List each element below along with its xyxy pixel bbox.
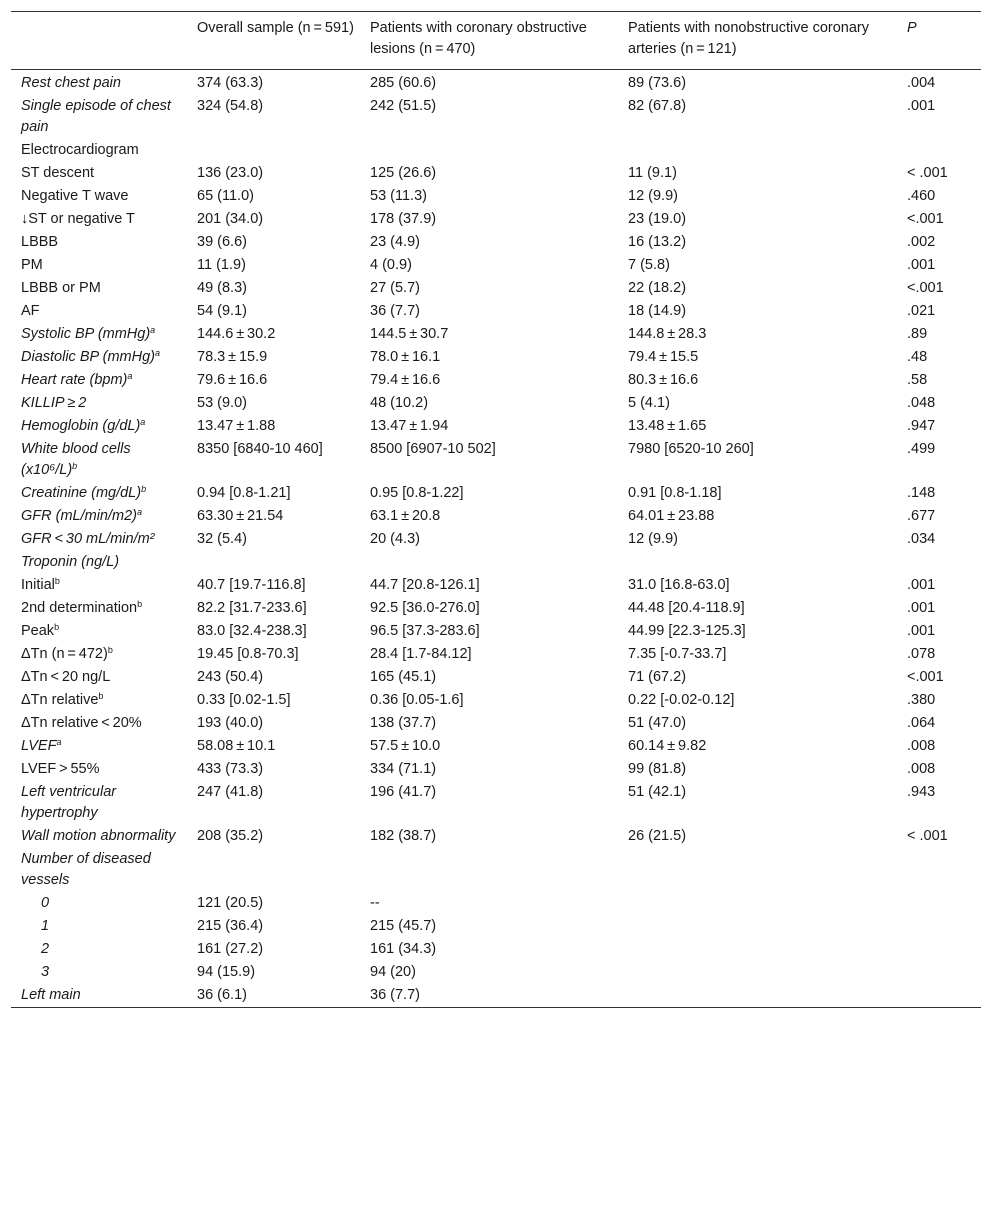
cell-overall <box>187 139 360 162</box>
table-row <box>11 505 981 528</box>
row-label: ΔTn relative < 20% <box>21 715 142 731</box>
cell-p: < .001 <box>907 165 948 181</box>
cell-obstructive: 125 (26.6) <box>370 165 437 181</box>
footnote-marker: a <box>137 507 143 517</box>
table-row <box>11 666 981 689</box>
cell-nonobstructive: 79.4 ± 15.5 <box>628 349 699 365</box>
cell-p <box>897 892 981 915</box>
cell-overall: 39 (6.6) <box>197 234 247 250</box>
cell-p: .001 <box>907 623 936 639</box>
cell-label <box>11 482 187 505</box>
row-label: White blood cells (x10⁶/L) <box>21 441 131 478</box>
cell-p: .943 <box>907 784 936 800</box>
table-row <box>11 254 981 277</box>
cell-nonobstructive <box>618 915 897 938</box>
cell-label <box>11 915 187 938</box>
cell-nonobstructive: 31.0 [16.8-63.0] <box>628 577 730 593</box>
cell-obstructive: 28.4 [1.7-84.12] <box>370 646 472 662</box>
cell-obstructive: 53 (11.3) <box>370 188 427 204</box>
cell-p: .460 <box>907 188 936 204</box>
cell-overall: 374 (63.3) <box>197 75 264 91</box>
footnote-marker: b <box>54 576 60 586</box>
cell-label <box>11 666 187 689</box>
row-label: LBBB or PM <box>21 280 101 296</box>
cell-label <box>11 323 187 346</box>
row-label: 1 <box>41 918 50 934</box>
cell-overall: 0.33 [0.02-1.5] <box>197 692 291 708</box>
cell-label <box>11 758 187 781</box>
row-label: Diastolic BP (mmHg) <box>21 349 156 365</box>
table-row <box>11 892 981 915</box>
cell-obstructive: 20 (4.3) <box>370 531 420 547</box>
table-row <box>11 392 981 415</box>
cell-obstructive: 78.0 ± 16.1 <box>370 349 441 365</box>
table-row <box>11 482 981 505</box>
cell-p <box>897 551 981 574</box>
cell-nonobstructive: 26 (21.5) <box>628 828 687 844</box>
cell-overall: 215 (36.4) <box>197 918 264 934</box>
cell-label <box>11 300 187 323</box>
row-label: LBBB <box>21 234 59 250</box>
cell-overall: 324 (54.8) <box>197 98 264 114</box>
cell-label <box>11 528 187 551</box>
table-row <box>11 231 981 254</box>
cell-obstructive: 79.4 ± 16.6 <box>370 372 441 388</box>
cell-nonobstructive <box>618 961 897 984</box>
row-label: LVEF <box>21 738 57 754</box>
table-container <box>11 11 981 1008</box>
cell-overall <box>187 551 360 574</box>
cell-label <box>11 643 187 666</box>
table-row <box>11 758 981 781</box>
table-row <box>11 848 981 892</box>
cell-nonobstructive: 44.99 [22.3-125.3] <box>628 623 746 639</box>
header-row <box>11 12 981 70</box>
cell-p: .001 <box>907 257 936 273</box>
table-row <box>11 961 981 984</box>
row-label: Troponin (ng/L) <box>21 554 120 570</box>
table-row <box>11 208 981 231</box>
cell-obstructive: 13.47 ± 1.94 <box>370 418 449 434</box>
table-row <box>11 643 981 666</box>
footnote-marker: a <box>56 737 62 747</box>
cell-nonobstructive: 82 (67.8) <box>628 98 687 114</box>
cell-overall <box>187 848 360 892</box>
cell-label <box>11 689 187 712</box>
cell-nonobstructive: 0.22 [-0.02-0.12] <box>628 692 735 708</box>
table-row <box>11 597 981 620</box>
cell-p: .004 <box>907 75 936 91</box>
cell-nonobstructive <box>618 139 897 162</box>
cell-label <box>11 70 187 96</box>
table-row <box>11 323 981 346</box>
cell-overall: 243 (50.4) <box>197 669 264 685</box>
cell-label <box>11 208 187 231</box>
cell-label <box>11 825 187 848</box>
header-nonobstructive: Patients with nonobstructive coronary arteries (n = 121) <box>628 20 869 57</box>
cell-overall: 58.08 ± 10.1 <box>197 738 276 754</box>
cell-nonobstructive: 51 (42.1) <box>628 784 687 800</box>
cell-p: .078 <box>907 646 936 662</box>
row-label: Left main <box>21 987 81 1003</box>
table-row <box>11 300 981 323</box>
cell-nonobstructive: 60.14 ± 9.82 <box>628 738 707 754</box>
footnote-marker: b <box>141 484 147 494</box>
cell-label <box>11 254 187 277</box>
cell-nonobstructive: 11 (9.1) <box>628 165 677 181</box>
header-overall: Overall sample (n = 591) <box>197 20 354 36</box>
cell-label <box>11 551 187 574</box>
cell-nonobstructive: 22 (18.2) <box>628 280 687 296</box>
cell-nonobstructive: 12 (9.9) <box>628 188 678 204</box>
cell-overall: 161 (27.2) <box>197 941 264 957</box>
table-row <box>11 915 981 938</box>
cell-overall: 201 (34.0) <box>197 211 264 227</box>
cell-obstructive: 8500 [6907-10 502] <box>370 441 496 457</box>
cell-p <box>897 139 981 162</box>
cell-label <box>11 735 187 758</box>
row-label: 3 <box>41 964 50 980</box>
cell-overall: 193 (40.0) <box>197 715 264 731</box>
cell-obstructive: -- <box>370 895 380 911</box>
cell-overall: 78.3 ± 15.9 <box>197 349 268 365</box>
cell-overall: 63.30 ± 21.54 <box>197 508 284 524</box>
cell-overall: 36 (6.1) <box>197 987 247 1003</box>
footnote-marker: a <box>150 325 156 335</box>
cell-obstructive: 178 (37.9) <box>370 211 437 227</box>
cell-label <box>11 162 187 185</box>
cell-p: .499 <box>907 441 936 457</box>
cell-label <box>11 231 187 254</box>
cell-p: .002 <box>907 234 936 250</box>
cell-p: .001 <box>907 577 936 593</box>
table-row <box>11 438 981 482</box>
cell-obstructive: 182 (38.7) <box>370 828 437 844</box>
cell-overall: 11 (1.9) <box>197 257 246 273</box>
footnote-marker: b <box>54 622 60 632</box>
cell-obstructive: 161 (34.3) <box>370 941 437 957</box>
cell-overall: 433 (73.3) <box>197 761 264 777</box>
table-row <box>11 574 981 597</box>
cell-p: .148 <box>907 485 936 501</box>
cell-nonobstructive <box>618 551 897 574</box>
cell-obstructive: 165 (45.1) <box>370 669 437 685</box>
table-body <box>11 70 981 1008</box>
row-label: ΔTn relative <box>21 692 99 708</box>
cell-obstructive: 57.5 ± 10.0 <box>370 738 441 754</box>
table-row <box>11 369 981 392</box>
cell-nonobstructive: 5 (4.1) <box>628 395 670 411</box>
cell-p: < .001 <box>907 828 948 844</box>
row-label: KILLIP ≥ 2 <box>21 395 87 411</box>
cell-obstructive <box>360 139 618 162</box>
cell-nonobstructive: 12 (9.9) <box>628 531 678 547</box>
row-label: Heart rate (bpm) <box>21 372 128 388</box>
cell-p: .064 <box>907 715 936 731</box>
row-label: 0 <box>41 895 50 911</box>
table-row <box>11 185 981 208</box>
cell-label <box>11 848 187 892</box>
cell-overall: 136 (23.0) <box>197 165 264 181</box>
row-label: Peak <box>21 623 55 639</box>
row-label: 2nd determination <box>21 600 138 616</box>
footnote-marker: a <box>155 348 161 358</box>
cell-obstructive: 138 (37.7) <box>370 715 437 731</box>
cell-p: <.001 <box>907 211 944 227</box>
table-row <box>11 938 981 961</box>
cell-nonobstructive: 7 (5.8) <box>628 257 670 273</box>
cell-label <box>11 185 187 208</box>
cell-overall: 144.6 ± 30.2 <box>197 326 276 342</box>
footnote-marker: b <box>107 645 113 655</box>
cell-nonobstructive <box>618 892 897 915</box>
cell-p: .58 <box>907 372 928 388</box>
cell-label <box>11 392 187 415</box>
cell-p <box>897 938 981 961</box>
row-label: Initial <box>21 577 55 593</box>
row-label: Negative T wave <box>21 188 129 204</box>
cell-p: .048 <box>907 395 936 411</box>
table-row <box>11 415 981 438</box>
table-row <box>11 528 981 551</box>
header-label <box>11 12 187 70</box>
cell-obstructive: 144.5 ± 30.7 <box>370 326 449 342</box>
cell-nonobstructive: 89 (73.6) <box>628 75 687 91</box>
cell-p: .001 <box>907 98 936 114</box>
footnote-marker: b <box>137 599 143 609</box>
cell-obstructive <box>360 551 618 574</box>
table-row <box>11 277 981 300</box>
row-label: Single episode of chest pain <box>21 98 171 135</box>
cell-obstructive: 0.36 [0.05-1.6] <box>370 692 464 708</box>
cell-overall: 79.6 ± 16.6 <box>197 372 268 388</box>
table-row <box>11 825 981 848</box>
cell-nonobstructive <box>618 938 897 961</box>
table-row <box>11 781 981 825</box>
cell-nonobstructive: 71 (67.2) <box>628 669 687 685</box>
row-label: Left ventricular hypertrophy <box>21 784 117 821</box>
cell-p: .947 <box>907 418 936 434</box>
row-label: ΔTn < 20 ng/L <box>21 669 111 685</box>
cell-nonobstructive: 144.8 ± 28.3 <box>628 326 707 342</box>
cell-overall: 121 (20.5) <box>197 895 264 911</box>
cell-nonobstructive <box>618 848 897 892</box>
cell-obstructive: 44.7 [20.8-126.1] <box>370 577 480 593</box>
cell-obstructive: 27 (5.7) <box>370 280 420 296</box>
cell-obstructive: 215 (45.7) <box>370 918 437 934</box>
cell-overall: 247 (41.8) <box>197 784 264 800</box>
table-row <box>11 162 981 185</box>
cell-overall: 13.47 ± 1.88 <box>197 418 276 434</box>
data-table <box>11 11 981 1008</box>
cell-nonobstructive: 23 (19.0) <box>628 211 687 227</box>
cell-obstructive: 0.95 [0.8-1.22] <box>370 485 464 501</box>
cell-label <box>11 369 187 392</box>
row-label: Systolic BP (mmHg) <box>21 326 151 342</box>
cell-nonobstructive: 99 (81.8) <box>628 761 687 777</box>
cell-p: <.001 <box>907 280 944 296</box>
cell-overall: 53 (9.0) <box>197 395 247 411</box>
row-label: ST descent <box>21 165 95 181</box>
table-row <box>11 984 981 1008</box>
cell-obstructive: 36 (7.7) <box>370 987 420 1003</box>
row-label: Wall motion abnormality <box>21 828 176 844</box>
cell-p: .89 <box>907 326 928 342</box>
cell-nonobstructive: 18 (14.9) <box>628 303 687 319</box>
table-row <box>11 70 981 96</box>
footnote-marker: a <box>140 417 146 427</box>
cell-label <box>11 415 187 438</box>
row-label: PM <box>21 257 43 273</box>
cell-p: .380 <box>907 692 936 708</box>
cell-label <box>11 781 187 825</box>
cell-obstructive: 94 (20) <box>370 964 416 980</box>
cell-nonobstructive: 64.01 ± 23.88 <box>628 508 715 524</box>
cell-obstructive: 63.1 ± 20.8 <box>370 508 441 524</box>
cell-p <box>897 961 981 984</box>
row-label: Creatinine (mg/dL) <box>21 485 142 501</box>
cell-overall: 40.7 [19.7-116.8] <box>197 577 306 593</box>
cell-p: .001 <box>907 600 936 616</box>
cell-obstructive: 23 (4.9) <box>370 234 420 250</box>
cell-overall: 94 (15.9) <box>197 964 256 980</box>
row-label: 2 <box>41 941 50 957</box>
cell-p: <.001 <box>907 669 944 685</box>
cell-overall: 54 (9.1) <box>197 303 247 319</box>
cell-p: .677 <box>907 508 936 524</box>
cell-nonobstructive: 16 (13.2) <box>628 234 687 250</box>
cell-nonobstructive: 51 (47.0) <box>628 715 687 731</box>
cell-p: .008 <box>907 761 936 777</box>
cell-label <box>11 938 187 961</box>
cell-overall: 19.45 [0.8-70.3] <box>197 646 299 662</box>
cell-nonobstructive: 7980 [6520-10 260] <box>628 441 754 457</box>
cell-obstructive: 92.5 [36.0-276.0] <box>370 600 480 616</box>
cell-nonobstructive: 13.48 ± 1.65 <box>628 418 707 434</box>
cell-label <box>11 961 187 984</box>
cell-label <box>11 620 187 643</box>
cell-overall: 83.0 [32.4-238.3] <box>197 623 307 639</box>
cell-label <box>11 892 187 915</box>
cell-overall: 8350 [6840-10 460] <box>197 441 323 457</box>
table-row <box>11 551 981 574</box>
row-label: Hemoglobin (g/dL) <box>21 418 141 434</box>
cell-label <box>11 984 187 1008</box>
cell-overall: 0.94 [0.8-1.21] <box>197 485 291 501</box>
footnote-marker: a <box>127 371 133 381</box>
cell-p: .034 <box>907 531 936 547</box>
cell-p <box>897 848 981 892</box>
cell-p <box>897 915 981 938</box>
table-row <box>11 712 981 735</box>
row-label: LVEF > 55% <box>21 761 100 777</box>
table-row <box>11 689 981 712</box>
cell-overall: 65 (11.0) <box>197 188 254 204</box>
cell-nonobstructive: 7.35 [-0.7-33.7] <box>628 646 727 662</box>
cell-overall: 32 (5.4) <box>197 531 247 547</box>
cell-label <box>11 95 187 139</box>
row-label: Electrocardiogram <box>21 142 139 158</box>
cell-obstructive: 285 (60.6) <box>370 75 437 91</box>
footnote-marker: b <box>72 461 78 471</box>
cell-obstructive <box>360 848 618 892</box>
cell-p: .008 <box>907 738 936 754</box>
table-row <box>11 735 981 758</box>
cell-obstructive: 334 (71.1) <box>370 761 437 777</box>
footnote-marker: b <box>98 691 104 701</box>
cell-nonobstructive: 0.91 [0.8-1.18] <box>628 485 722 501</box>
cell-label <box>11 712 187 735</box>
table-row <box>11 346 981 369</box>
table-row <box>11 139 981 162</box>
cell-label <box>11 277 187 300</box>
cell-obstructive: 4 (0.9) <box>370 257 412 273</box>
row-label: AF <box>21 303 40 319</box>
cell-overall: 208 (35.2) <box>197 828 264 844</box>
cell-obstructive: 196 (41.7) <box>370 784 437 800</box>
cell-p: .021 <box>907 303 936 319</box>
cell-overall: 49 (8.3) <box>197 280 247 296</box>
cell-label <box>11 574 187 597</box>
row-label: ↓ST or negative T <box>21 211 135 227</box>
cell-label <box>11 505 187 528</box>
row-label: GFR < 30 mL/min/m² <box>21 531 155 547</box>
row-label: GFR (mL/min/m2) <box>21 508 137 524</box>
cell-obstructive: 36 (7.7) <box>370 303 420 319</box>
cell-nonobstructive: 80.3 ± 16.6 <box>628 372 699 388</box>
cell-obstructive: 96.5 [37.3-283.6] <box>370 623 480 639</box>
row-label: ΔTn (n = 472) <box>21 646 108 662</box>
cell-label <box>11 597 187 620</box>
cell-p <box>897 984 981 1008</box>
cell-overall: 82.2 [31.7-233.6] <box>197 600 307 616</box>
cell-obstructive: 48 (10.2) <box>370 395 429 411</box>
cell-nonobstructive: 44.48 [20.4-118.9] <box>628 600 745 616</box>
header-obstructive: Patients with coronary obstructive lesions (n = 470) <box>370 20 587 57</box>
table-header <box>11 12 981 70</box>
row-label: Rest chest pain <box>21 75 121 91</box>
cell-label <box>11 139 187 162</box>
table-row <box>11 620 981 643</box>
cell-nonobstructive <box>618 984 897 1008</box>
cell-label <box>11 346 187 369</box>
cell-label <box>11 438 187 482</box>
header-p: P <box>907 20 917 36</box>
cell-obstructive: 242 (51.5) <box>370 98 437 114</box>
cell-p: .48 <box>907 349 928 365</box>
row-label: Number of diseased vessels <box>21 851 151 888</box>
table-row <box>11 95 981 139</box>
